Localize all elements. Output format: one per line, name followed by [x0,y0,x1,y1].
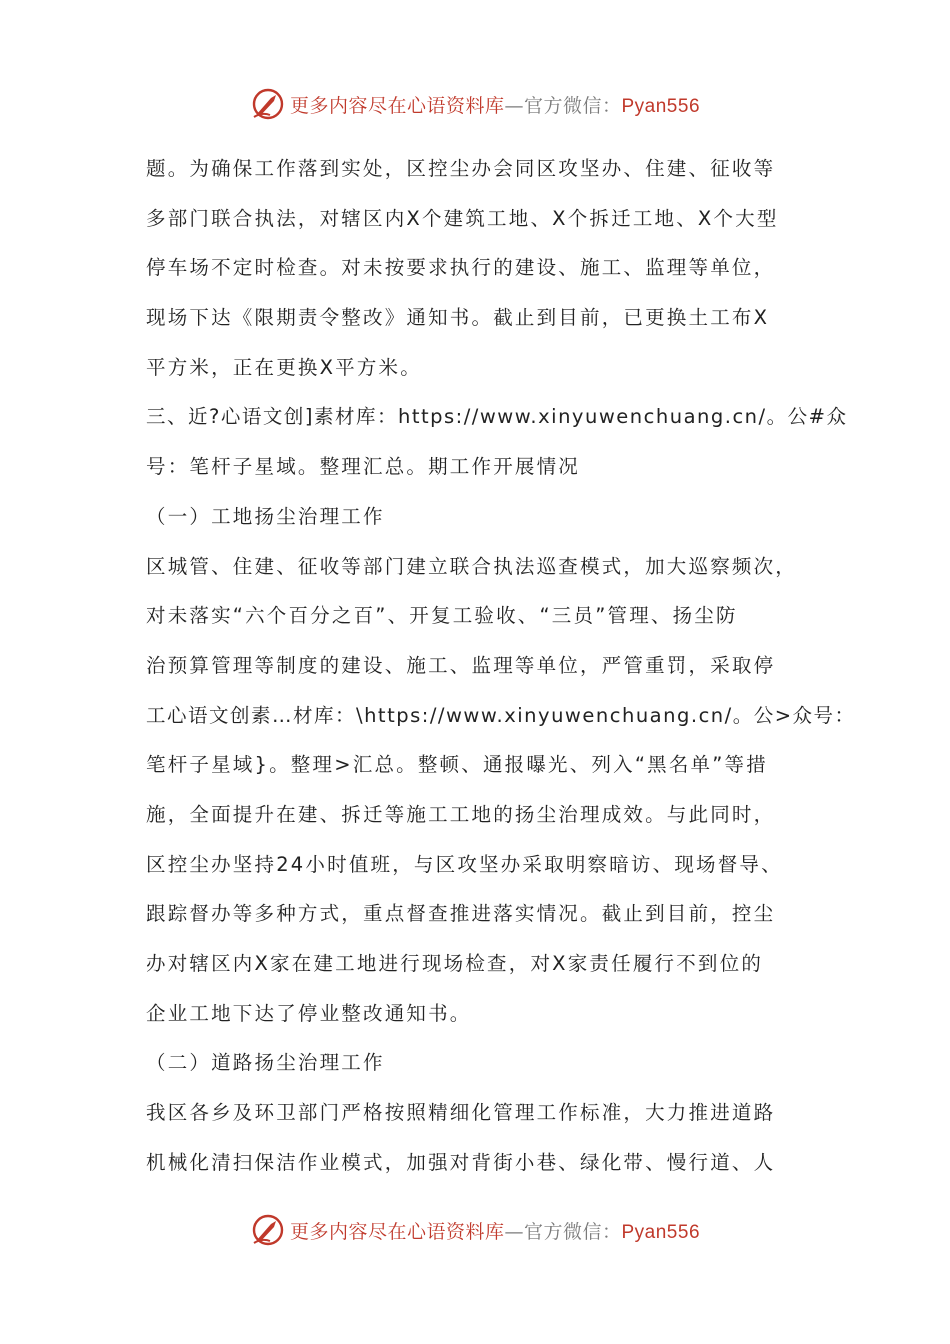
paragraph-line: 跟踪督办等多种方式，重点督查推进落实情况。截止到目前，控尘 [146,902,776,926]
paragraph-line: 机械化清扫保洁作业模式，加强对背街小巷、绿化带、慢行道、人 [146,1150,776,1174]
watermark-main-text: 更多内容尽在心语资料库 [289,1220,505,1243]
watermark-text [290,91,700,118]
paragraph-line: 办对辖区内X家在建工地进行现场检查，对X家责任履行不到位的 [146,952,764,975]
paragraph-line: 平方米，正在更换X平方米。 [146,355,422,379]
document-body [146,144,856,1187]
section-heading-line: 号：笔杆子星域。整理汇总。期工作开展情况 [146,455,581,479]
section-heading-line: 三、近?心语文创]素材库：https://www.xinyuwenchuang.cn/。公#众 [146,405,848,429]
paragraph-line: 对未落实“六个百分之百”、开复工验收、“三员”管理、扬尘防 [146,604,738,628]
watermark-wechat-id: Pyan556 [621,1221,701,1243]
paragraph-line: 治预算管理等制度的建设、施工、监理等单位，严管重罚，采取停 [146,653,776,677]
subsection-heading: （二）道路扬尘治理工作 [146,1051,385,1075]
paragraph-line: 多部门联合执法，对辖区内X个建筑工地、X个拆迁工地、X个大型 [146,206,779,230]
watermark-text [290,1217,700,1244]
pen-nib-logo-icon [250,1212,286,1248]
watermark-separator: — [504,1220,524,1243]
paragraph-line: 题。为确保工作落到实处，区控尘办会同区攻坚办、住建、征收等 [146,157,776,180]
paragraph-line: 我区各乡及环卫部门严格按照精细化管理工作标准，大力推进道路 [146,1101,776,1125]
paragraph-line: 企业工地下达了停业整改通知书。 [146,1001,472,1025]
header-watermark-banner [0,82,950,126]
pen-nib-logo-icon [250,86,286,122]
paragraph-line: 笔杆子星域}。整理>汇总。整顿、通报曝光、列入“黑名单”等措 [146,753,768,777]
paragraph-line: 工心语文创素…材库：\https://www.xinyuwenchuang.cn/。公>众号： [146,703,856,727]
watermark-wechat-label: 官方微信： [523,1220,622,1243]
footer-watermark-banner [0,1208,950,1252]
subsection-heading: （一）工地扬尘治理工作 [146,504,385,528]
paragraph-line: 区城管、住建、征收等部门建立联合执法巡查模式，加大巡察频次， [146,554,798,578]
paragraph-line: 现场下达《限期责令整改》通知书。截止到目前，已更换土工布X [146,306,770,330]
watermark-wechat-id: Pyan556 [621,95,701,117]
paragraph-line: 停车场不定时检查。对未按要求执行的建设、施工、监理等单位， [146,256,776,280]
paragraph-line: 区控尘办坚持24小时值班，与区攻坚办采取明察暗访、现场督导、 [146,852,783,876]
watermark-main-text: 更多内容尽在心语资料库 [289,94,505,117]
watermark-separator: — [504,94,524,117]
paragraph-line: 施，全面提升在建、拆迁等施工工地的扬尘治理成效。与此同时， [146,802,776,826]
watermark-wechat-label: 官方微信： [523,94,622,117]
